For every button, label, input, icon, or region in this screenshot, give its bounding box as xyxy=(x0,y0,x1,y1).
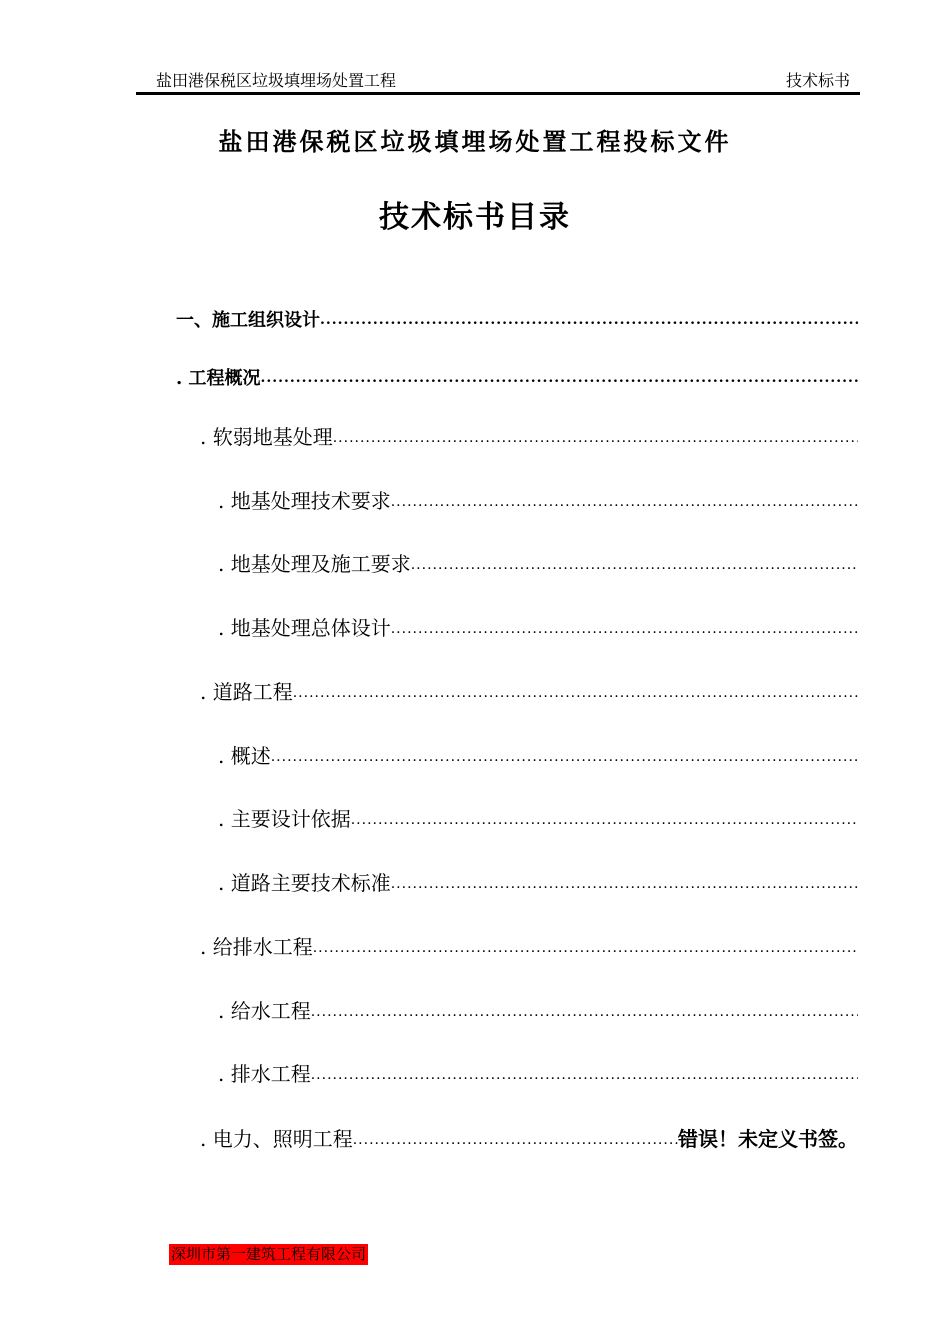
toc-entry[interactable] xyxy=(218,609,858,641)
toc-entry-label: . 地基处理总体设计 xyxy=(218,616,391,640)
toc-entry-label: . 道路工程 xyxy=(200,680,293,704)
toc-entry[interactable] xyxy=(218,545,858,577)
toc-entry[interactable] xyxy=(200,1120,858,1152)
toc-dot-leader xyxy=(351,811,858,829)
page-header xyxy=(136,66,860,95)
toc-dot-leader xyxy=(261,369,858,387)
toc-entry-label: . 地基处理技术要求 xyxy=(218,489,391,513)
toc-dot-leader xyxy=(333,429,858,447)
toc-dot-leader xyxy=(311,1003,858,1021)
toc-entry[interactable] xyxy=(200,418,858,450)
toc-entry[interactable] xyxy=(218,992,858,1024)
toc-entry[interactable] xyxy=(218,482,858,514)
document-title: 盐田港保税区垃圾填埋场处置工程投标文件 xyxy=(218,127,732,156)
toc-entry-label: . 主要设计依据 xyxy=(218,807,351,831)
toc-entry-label: . 电力、照明工程 xyxy=(200,1127,353,1151)
toc-dot-leader xyxy=(313,939,858,957)
toc-dot-leader xyxy=(320,311,858,329)
toc-entry-label: . 工程概况 xyxy=(176,368,261,389)
toc-entry-label: . 道路主要技术标准 xyxy=(218,871,391,895)
toc-entry-label: . 地基处理及施工要求 xyxy=(218,552,411,576)
toc-dot-leader xyxy=(391,493,858,511)
toc-entry[interactable] xyxy=(200,673,858,705)
toc-entry[interactable] xyxy=(176,358,858,390)
header-project-name: 盐田港保税区垃圾填埋场处置工程 xyxy=(156,71,397,90)
toc-dot-leader xyxy=(353,1131,678,1149)
toc-entry-label: . 给水工程 xyxy=(218,999,311,1023)
toc-dot-leader xyxy=(391,620,858,638)
toc-entry[interactable] xyxy=(176,300,858,332)
header-doc-type: 技术标书 xyxy=(785,71,850,90)
toc-entry[interactable] xyxy=(200,928,858,960)
toc-entry-label: . 排水工程 xyxy=(218,1062,311,1086)
document-subtitle: 技术标书目录 xyxy=(379,200,571,235)
toc-entry[interactable] xyxy=(218,737,858,769)
toc-entry-page: 错误！未定义书签。 xyxy=(678,1127,858,1151)
toc-entry[interactable] xyxy=(218,1055,858,1087)
toc-dot-leader xyxy=(293,684,858,702)
footer-company-name: 深圳市第一建筑工程有限公司 xyxy=(171,1245,367,1263)
toc-dot-leader xyxy=(311,1066,858,1084)
toc-dot-leader xyxy=(271,748,858,766)
toc-entry-label: . 给排水工程 xyxy=(200,935,313,959)
toc-entry-label: . 概述 xyxy=(218,744,271,768)
toc-entry[interactable] xyxy=(218,864,858,896)
toc-entry[interactable] xyxy=(218,800,858,832)
toc-dot-leader xyxy=(391,875,858,893)
toc-entry-label: . 软弱地基处理 xyxy=(200,425,333,449)
toc-entry-label: 一、施工组织设计 xyxy=(176,310,320,331)
toc-dot-leader xyxy=(411,556,858,574)
